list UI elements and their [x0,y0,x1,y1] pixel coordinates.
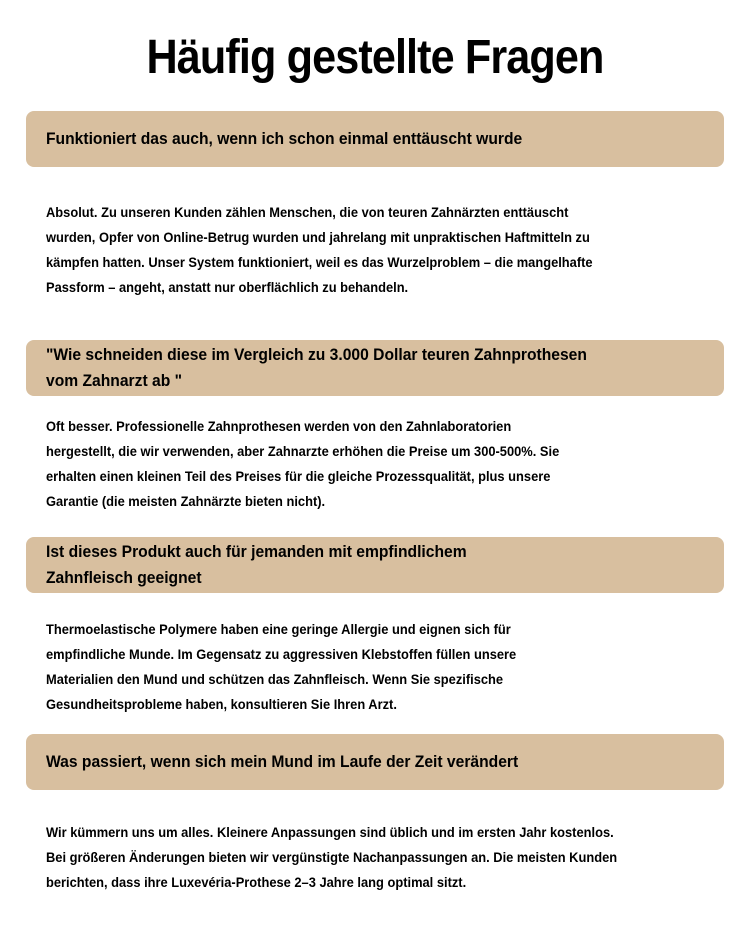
faq-question-4-text: Was passiert, wenn sich mein Mund im Laufe der Zeit verändert [46,752,519,771]
faq-question-1-text: Funktioniert das auch, wenn ich schon einmal enttäuscht wurde [46,129,523,148]
faq-answer-1-text: Absolut. Zu unseren Kunden zählen Menschen, die von teuren Zahnärzten enttäuscht wurden, Opfer von Online-Betrug wurden und jahrelang mit unpraktischen Haftmitteln zu kämpfen hatten. Unser System funktioniert, weil es das Wurzelproblem – die mangelhafte Passform – angeht, anstatt nur oberflächlich zu behandeln. [46,204,593,295]
faq-answer-4 [46,820,706,895]
faq-question-2[interactable] [26,340,724,396]
faq-answer-4-text: Wir kümmern uns um alles. Kleinere Anpassungen sind üblich und im ersten Jahr kostenlos. Bei größeren Änderungen bieten wir vergünstigte Nachanpassungen an. Die meisten Kunden berichten, dass ihre Luxevéria-Prothese 2–3 Jahre lang optimal sitzt. [46,824,618,890]
faq-question-1[interactable] [26,111,724,167]
faq-question-4[interactable] [26,734,724,790]
faq-question-2-text: "Wie schneiden diese im Vergleich zu 3.000 Dollar teuren Zahnprothesen vom Zahnarzt ab " [46,345,587,390]
faq-answer-2-text: Oft besser. Professionelle Zahnprothesen werden von den Zahnlaboratorien hergestellt, die wir verwenden, aber Zahnarzte erhöhen die Preise um 300-500%. Sie erhalten einen kleinen Teil des Preises für die gleiche Prozessqualität, plus unsere Garantie (die meisten Zahnärzte bieten nicht). [46,418,560,509]
faq-question-3-text: Ist dieses Produkt auch für jemanden mit empfindlichem Zahnfleisch geeignet [46,542,467,587]
faq-answer-3 [46,617,706,717]
faq-answer-2 [46,414,706,514]
page-title: Häufig gestellte Fragen [146,31,604,84]
faq-answer-1 [46,200,706,300]
faq-question-3[interactable] [26,537,724,593]
faq-answer-3-text: Thermoelastische Polymere haben eine geringe Allergie und eignen sich für empfindliche Munde. Im Gegensatz zu aggressiven Klebstoffen füllen unsere Materialien den Mund und schützen das Zahnfleisch. Wenn Sie spezifische Gesundheitsprobleme haben, konsultieren Sie Ihren Arzt. [46,621,517,712]
